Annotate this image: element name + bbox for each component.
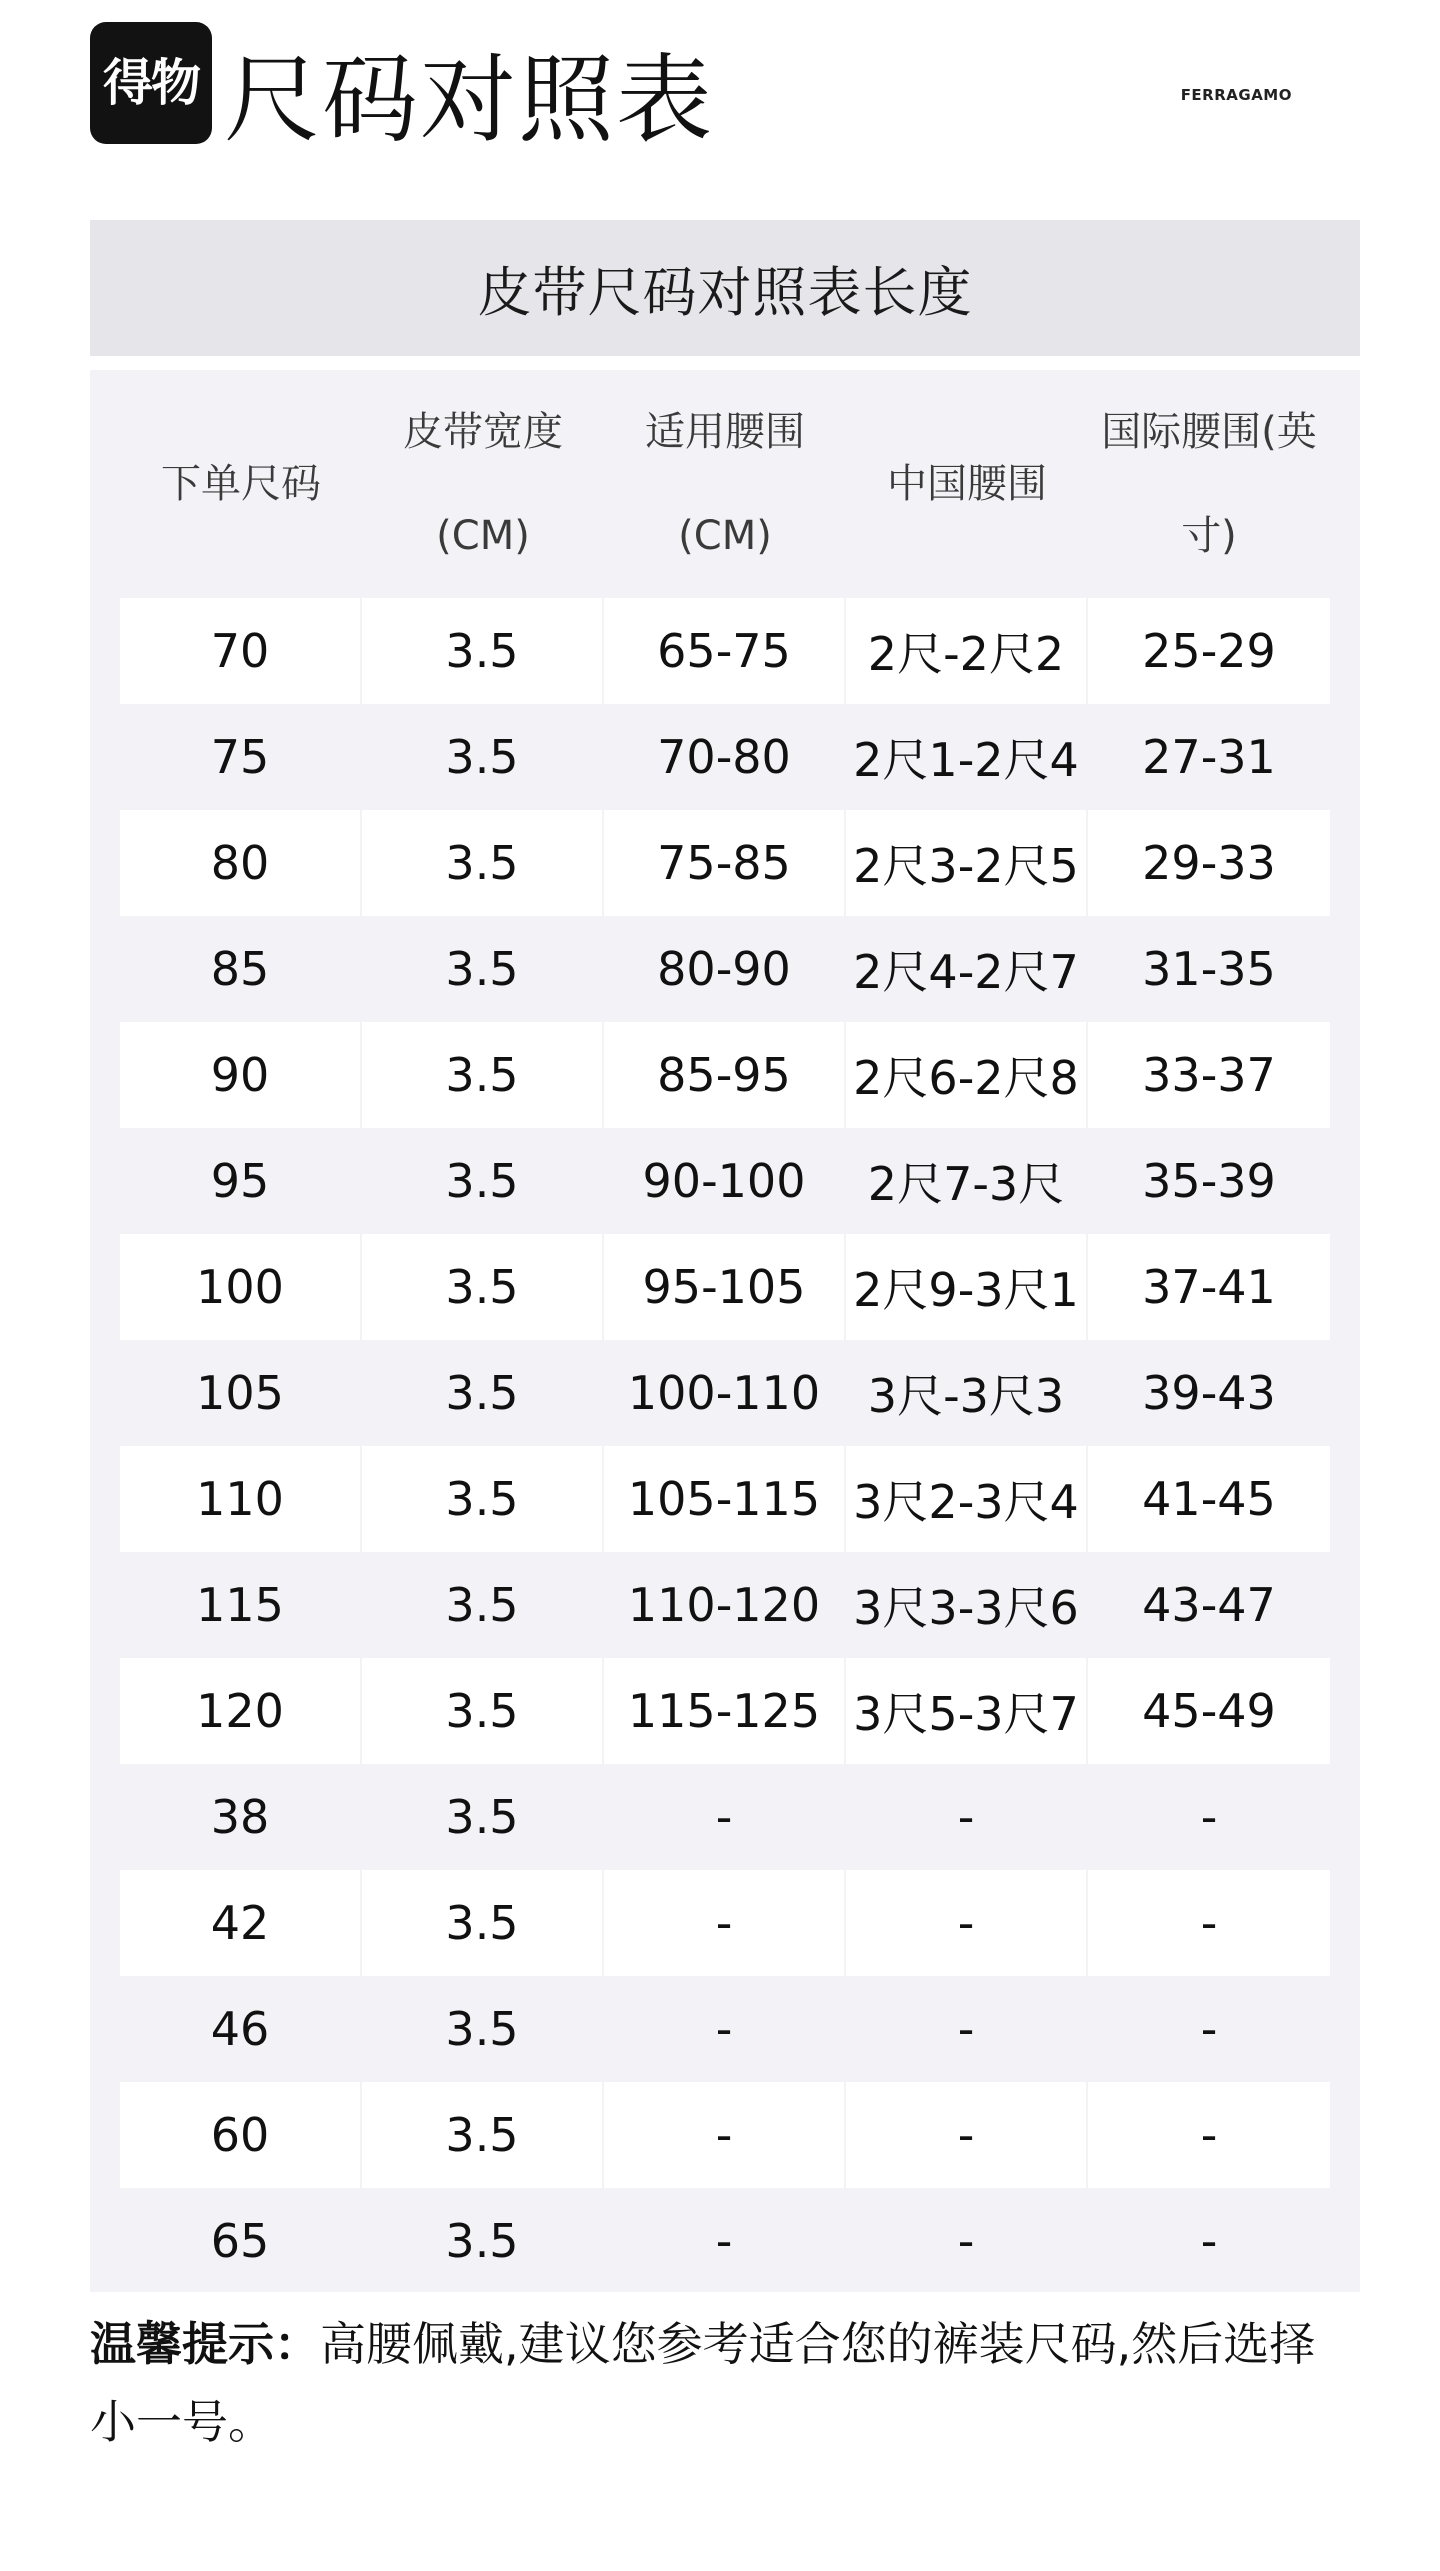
table-cell: 100: [120, 1234, 360, 1340]
table-cell: -: [1200, 2002, 1218, 2056]
table-cell: 46: [210, 2002, 270, 2056]
table-cell: 3.5: [445, 2002, 519, 2056]
table-cell: 120: [120, 1658, 360, 1764]
size-table: [90, 370, 1360, 2292]
table-cell: -: [715, 1790, 733, 1844]
table-cell: -: [1088, 1870, 1330, 1976]
table-row: [120, 1128, 1330, 1234]
table-cell: -: [1200, 1790, 1218, 1844]
table-cell: 38: [210, 1790, 270, 1844]
table-cell: 3尺-3尺3: [867, 1369, 1065, 1423]
table-cell: 2尺-2尺2: [846, 598, 1086, 704]
table-row: [120, 1764, 1330, 1870]
table-cell: 3.5: [445, 1790, 519, 1844]
table-cell: 3.5: [362, 810, 602, 916]
table-cell: 95: [210, 1154, 270, 1208]
table-row: [120, 1658, 1330, 1764]
table-cell: -: [604, 2082, 844, 2188]
table-cell: 3.5: [362, 1446, 602, 1552]
column-header-intl-waist: 国际腰围(英 寸): [1101, 409, 1317, 559]
table-cell: 3.5: [445, 1366, 519, 1420]
table-cell: -: [604, 1870, 844, 1976]
table-cell: 110: [120, 1446, 360, 1552]
column-header-order-size: 下单尺码: [161, 461, 321, 507]
table-cell: 3.5: [362, 598, 602, 704]
dewu-logo: [90, 22, 212, 144]
table-cell: 3.5: [445, 730, 519, 784]
table-cell: 33-37: [1088, 1022, 1330, 1128]
table-cell: 65-75: [604, 598, 844, 704]
table-cell: 105: [196, 1366, 284, 1420]
table-cell: 2尺7-3尺: [867, 1157, 1065, 1211]
logo-text: 得物: [103, 54, 199, 112]
table-cell: 45-49: [1088, 1658, 1330, 1764]
table-cell: -: [1088, 2082, 1330, 2188]
table-cell: 75-85: [604, 810, 844, 916]
table-cell: -: [957, 2214, 975, 2268]
table-cell: 3.5: [445, 1154, 519, 1208]
table-cell: -: [957, 1790, 975, 1844]
table-body: [120, 598, 1330, 2294]
table-cell: 35-39: [1142, 1154, 1276, 1208]
table-cell: 27-31: [1142, 730, 1276, 784]
table-row: [120, 1022, 1330, 1128]
page-title: 尺码对照表: [224, 44, 714, 156]
table-cell: 29-33: [1088, 810, 1330, 916]
table-cell: 85: [210, 942, 270, 996]
table-cell: -: [1200, 2214, 1218, 2268]
table-cell: 3.5: [362, 1234, 602, 1340]
table-cell: 39-43: [1142, 1366, 1276, 1420]
table-cell: 3尺3-3尺6: [853, 1581, 1079, 1635]
table-cell: 2尺1-2尺4: [853, 733, 1079, 787]
table-row: [120, 1446, 1330, 1552]
table-cell: 80-90: [657, 942, 791, 996]
table-cell: 70: [120, 598, 360, 704]
table-cell: 85-95: [604, 1022, 844, 1128]
table-cell: -: [715, 2002, 733, 2056]
table-cell: 3尺2-3尺4: [846, 1446, 1086, 1552]
table-row: [120, 704, 1330, 810]
table-row: [120, 1552, 1330, 1658]
table-row: [120, 1234, 1330, 1340]
table-row: [120, 1870, 1330, 1976]
table-cell: 2尺6-2尺8: [846, 1022, 1086, 1128]
table-cell: 3.5: [362, 1658, 602, 1764]
table-cell: 42: [120, 1870, 360, 1976]
table-cell: 100-110: [627, 1366, 821, 1420]
column-header-china-waist: 中国腰围: [887, 461, 1047, 507]
table-cell: 2尺9-3尺1: [846, 1234, 1086, 1340]
table-cell: 3.5: [362, 1870, 602, 1976]
table-cell: 3.5: [445, 1578, 519, 1632]
table-cell: 25-29: [1088, 598, 1330, 704]
table-cell: 3.5: [445, 942, 519, 996]
table-cell: 70-80: [657, 730, 791, 784]
table-row: [120, 1976, 1330, 2082]
table-cell: 105-115: [604, 1446, 844, 1552]
table-cell: 75: [210, 730, 270, 784]
column-header-belt-width: 皮带宽度 (CM): [403, 409, 563, 559]
table-row: [120, 2188, 1330, 2294]
table-cell: 60: [120, 2082, 360, 2188]
table-cell: -: [957, 2002, 975, 2056]
table-cell: 80: [120, 810, 360, 916]
table-cell: 65: [210, 2214, 270, 2268]
table-cell: 37-41: [1088, 1234, 1330, 1340]
tip-note: [90, 2305, 1360, 2461]
table-cell: 31-35: [1142, 942, 1276, 996]
table-cell: 3.5: [362, 1022, 602, 1128]
table-cell: 2尺4-2尺7: [853, 945, 1079, 999]
table-cell: 3尺5-3尺7: [846, 1658, 1086, 1764]
column-header-waist-cm: 适用腰围 (CM): [645, 409, 805, 559]
tip-text: 高腰佩戴,建议您参考适合您的裤装尺码,然后选择小一号。: [90, 2317, 1316, 2449]
table-row: [120, 1340, 1330, 1446]
table-cell: 90: [120, 1022, 360, 1128]
table-cell: 43-47: [1142, 1578, 1276, 1632]
table-row: [120, 916, 1330, 1022]
tip-label: 温馨提示：: [90, 2317, 320, 2371]
table-cell: 41-45: [1088, 1446, 1330, 1552]
table-cell: 3.5: [362, 2082, 602, 2188]
table-cell: 2尺3-2尺5: [846, 810, 1086, 916]
table-row: [120, 810, 1330, 916]
table-cell: -: [715, 2214, 733, 2268]
table-row: [120, 598, 1330, 704]
table-header: [120, 370, 1330, 598]
table-cell: -: [846, 1870, 1086, 1976]
table-cell: 95-105: [604, 1234, 844, 1340]
table-title-bar: [90, 220, 1360, 356]
table-cell: 115: [196, 1578, 284, 1632]
table-row: [120, 2082, 1330, 2188]
table-cell: -: [846, 2082, 1086, 2188]
table-cell: 3.5: [445, 2214, 519, 2268]
table-cell: 110-120: [627, 1578, 821, 1632]
brand-name: FERRAGAMO: [1180, 86, 1292, 104]
table-cell: 115-125: [604, 1658, 844, 1764]
table-cell: 90-100: [642, 1154, 806, 1208]
table-title: 皮带尺码对照表长度: [477, 260, 973, 324]
header: [90, 22, 1350, 172]
